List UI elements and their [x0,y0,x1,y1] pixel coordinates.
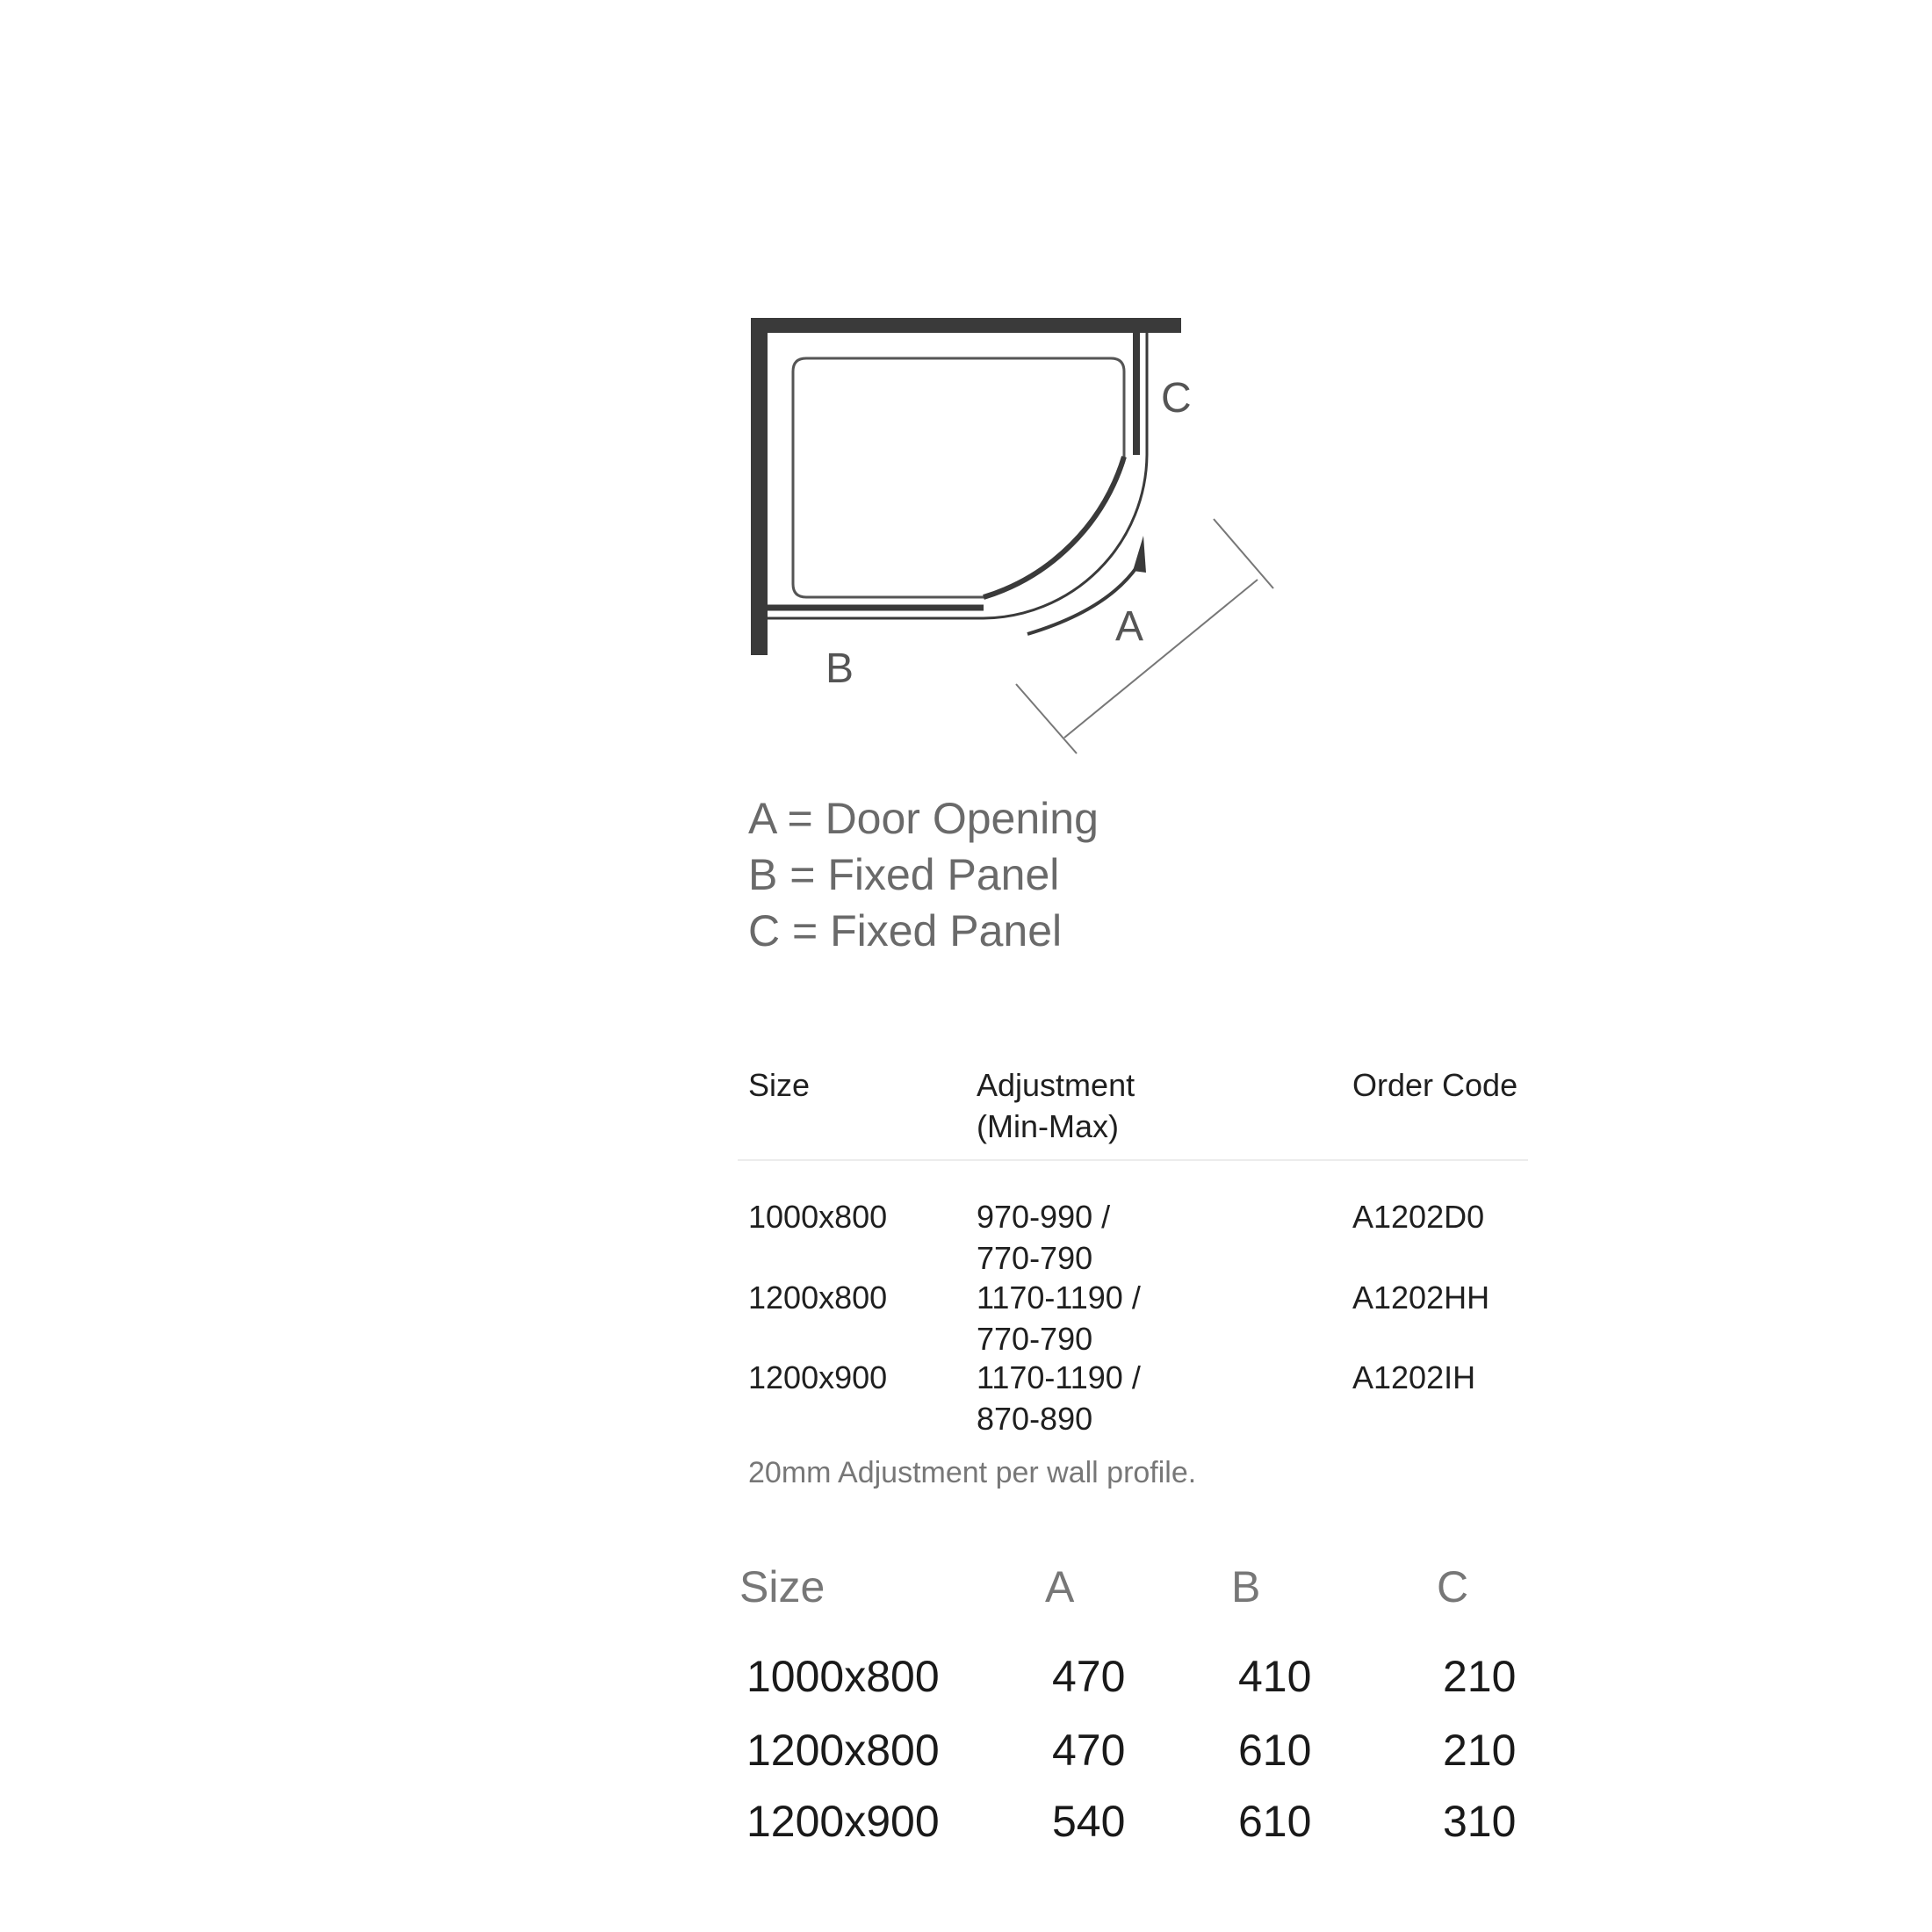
dim-header-a: A [1045,1562,1075,1611]
adjustment-note: 20mm Adjustment per wall profile. [748,1456,1197,1489]
spec-header-order-code: Order Code [1352,1067,1518,1103]
spec-cell-order-code: A1202IH [1352,1359,1476,1395]
curved-door-outer [984,455,1147,618]
dim-cell-a: 470 [1052,1726,1126,1775]
spec-header-adjustment-line1: Adjustment [977,1067,1135,1103]
legend-item-a: A = Door Opening [748,794,1099,843]
spec-cell-adjustment-line1: 1170-1190 / [977,1359,1141,1395]
spec-cell-size: 1200x800 [748,1280,888,1316]
spec-cell-adjustment [977,1196,1110,1279]
spec-header-adjustment [977,1064,1135,1147]
label-a: A [1115,603,1144,650]
dim-header-b: B [1231,1562,1261,1611]
dim-cell-a: 540 [1052,1797,1126,1846]
spec-cell-size: 1000x800 [748,1199,888,1235]
label-b: B [825,645,854,692]
dim-cell-c: 310 [1443,1797,1517,1846]
side-wall [751,318,768,655]
dim-header-size: Size [739,1562,825,1611]
door-opening-arrowhead [1133,536,1146,573]
dim-cell-a: 470 [1052,1652,1126,1701]
spec-cell-adjustment [977,1357,1141,1439]
spec-cell-adjustment-line1: 1170-1190 / [977,1280,1141,1316]
label-c: C [1161,375,1192,422]
spec-header-divider [738,1159,1528,1161]
dimension-tick-a2 [1214,519,1273,588]
shower-tray [793,358,1124,597]
dim-cell-c: 210 [1443,1652,1517,1701]
spec-cell-adjustment-line1: 970-990 / [977,1199,1111,1235]
spec-cell-adjustment [977,1277,1141,1359]
curved-door-inner [984,457,1124,597]
back-wall [751,318,1181,333]
spec-cell-adjustment-line2: 770-790 [977,1240,1093,1276]
spec-cell-order-code: A1202D0 [1352,1199,1485,1235]
dim-cell-b: 610 [1238,1797,1312,1846]
legend-item-b: B = Fixed Panel [748,850,1060,899]
dim-header-c: C [1437,1562,1469,1611]
spec-cell-adjustment-line2: 870-890 [977,1401,1093,1437]
dim-cell-b: 610 [1238,1726,1312,1775]
dim-cell-b: 410 [1238,1652,1312,1701]
spec-header-size: Size [748,1067,811,1103]
dim-cell-c: 210 [1443,1726,1517,1775]
spec-header-adjustment-line2: (Min-Max) [977,1108,1119,1144]
legend [748,790,1099,959]
legend-item-c: C = Fixed Panel [748,906,1063,955]
dim-cell-size: 1200x900 [746,1797,940,1846]
spec-cell-adjustment-line2: 770-790 [977,1321,1093,1357]
dimension-tick-a1 [1016,684,1077,753]
spec-cell-order-code: A1202HH [1352,1280,1490,1316]
spec-cell-size: 1200x900 [748,1359,888,1395]
dimension-line-a [1064,580,1258,738]
dim-cell-size: 1200x800 [746,1726,940,1775]
dim-cell-size: 1000x800 [746,1652,940,1701]
